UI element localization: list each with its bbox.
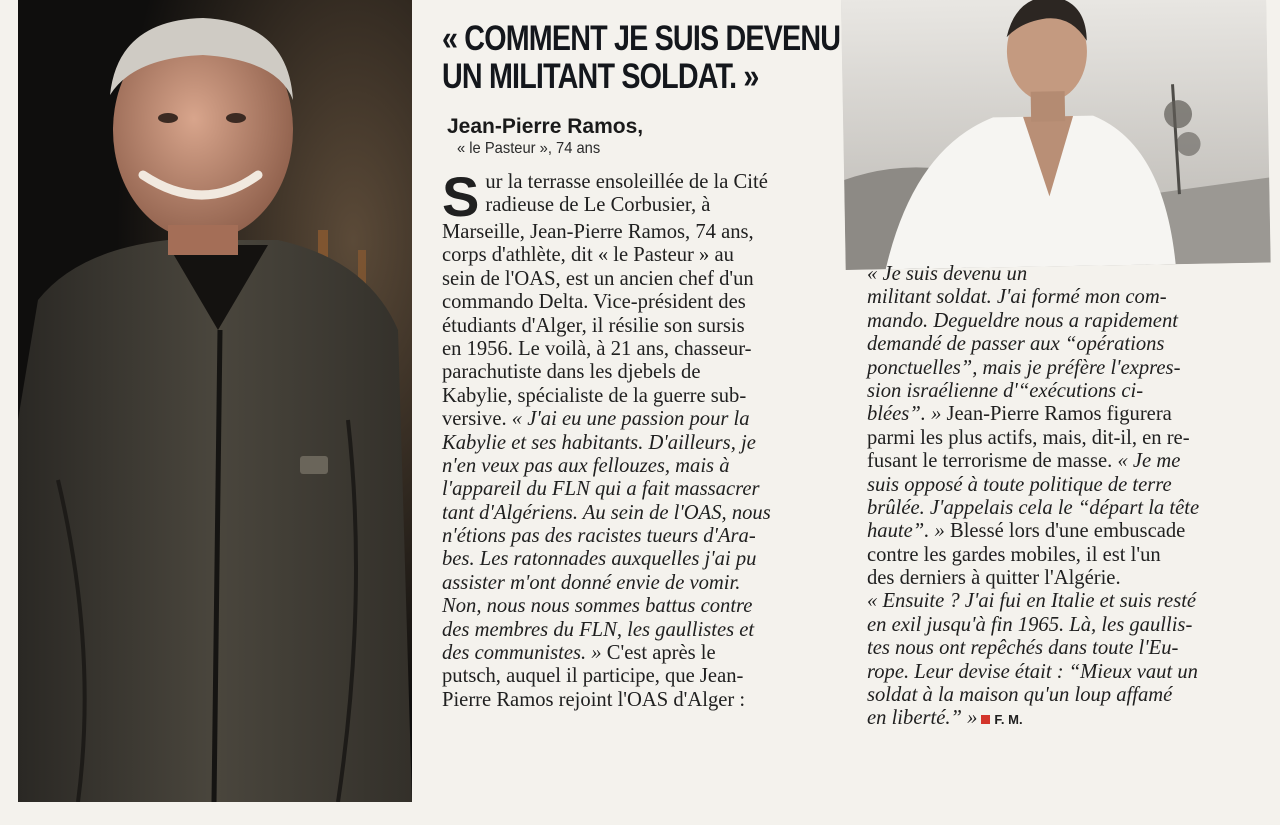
body-line: putsch, auquel il participe, que Jean-: [442, 665, 744, 688]
body-line: [442, 642, 837, 665]
quote-text: militant soldat. J'ai formé mon com-: [867, 286, 1167, 309]
quote-text: bes. Les ratonnades auxquelles j'ai pu: [442, 548, 757, 571]
body-line: étudiants d'Alger, il résilie son sursis: [442, 314, 745, 337]
quote-text: demandé de passer aux “opérations: [867, 333, 1165, 356]
article-column-1: [442, 165, 837, 712]
body-line: commando Delta. Vice-président des: [442, 291, 746, 314]
body-line: ur la terrasse ensoleillée de la Cité: [485, 171, 768, 193]
portrait-photo-older: [18, 0, 412, 802]
quote-text: n'en veux pas aux fellouzes, mais à: [442, 454, 730, 477]
quote-text: haute”. »: [867, 520, 945, 543]
body-line: [867, 263, 1265, 286]
body-line: [867, 286, 1265, 309]
body-line: [442, 619, 837, 642]
body-line: [442, 525, 837, 548]
author-name: Jean-Pierre Ramos,: [447, 115, 644, 138]
body-line: parmi les plus actifs, mais, dit-il, en re-: [867, 426, 1190, 449]
quote-text: mando. Degueldre nous a rapidement: [867, 309, 1178, 332]
body-line: des derniers à quitter l'Algérie.: [867, 567, 1121, 590]
body-line: contre les gardes mobiles, il est l'un: [867, 543, 1161, 566]
body-line: [867, 333, 1265, 356]
quote-text: Kabylie et ses habitants. D'ailleurs, je: [442, 431, 756, 454]
body-line: [442, 432, 837, 455]
body-line: [867, 707, 1265, 730]
author-subtitle: « le Pasteur », 74 ans: [457, 140, 601, 157]
quote-text: des membres du FLN, les gaullistes et: [442, 618, 755, 641]
young-man-illustration: [841, 0, 1271, 270]
portrait-illustration: [18, 0, 412, 802]
quote-text: brûlée. J'appelais cela le “départ la tête: [867, 496, 1200, 519]
quote-text: tant d'Algériens. Au sein de l'OAS, nous: [442, 501, 771, 524]
article-header: [442, 19, 841, 159]
body-line: [867, 380, 1265, 403]
quote-text: ponctuelles”, mais je préfère l'expres-: [867, 356, 1181, 379]
body-line: [442, 408, 837, 431]
body-line: [867, 684, 1265, 707]
body-line: [867, 450, 1265, 473]
author-signature: F. M.: [994, 712, 1023, 728]
body-line: corps d'athlète, dit « le Pasteur » au: [442, 244, 734, 267]
quote-text: en liberté.” »: [867, 707, 978, 730]
body-line: sein de l'OAS, est un ancien chef d'un: [442, 267, 754, 290]
body-line: radieuse de Le Corbusier, à: [485, 194, 711, 217]
body-line: [867, 310, 1265, 333]
quote-text: Non, nous nous sommes battus contre: [442, 595, 753, 618]
body-line: [867, 403, 1265, 426]
body-line: [442, 572, 837, 595]
quote-text: rope. Leur devise était : “Mieux vaut un: [867, 660, 1198, 683]
quote-text: tes nous ont repêchés dans toute l'Eu-: [867, 637, 1179, 660]
body-line: [867, 614, 1265, 637]
quote-text: n'étions pas des racistes tueurs d'Ara-: [442, 525, 756, 548]
body-text: C'est après le: [601, 642, 716, 665]
body-line: Pierre Ramos rejoint l'OAS d'Alger :: [442, 688, 746, 711]
quote-text: « J'ai eu une passion pour la: [511, 408, 750, 431]
quote-text: blées”. »: [867, 403, 942, 426]
body-line: [867, 520, 1265, 543]
body-line: Kabylie, spécialiste de la guerre sub-: [442, 384, 747, 407]
body-line: [867, 497, 1265, 520]
body-line: parachutiste dans les djebels de: [442, 361, 701, 384]
headline-line-1: « COMMENT JE SUIS DEVENU: [442, 19, 841, 58]
portrait-photo-young: [841, 0, 1271, 270]
quote-text: « Je me: [1112, 450, 1181, 473]
body-line: [867, 474, 1265, 497]
body-text: versive.: [442, 408, 507, 431]
drop-cap: S: [442, 165, 480, 228]
body-line: Marseille, Jean-Pierre Ramos, 74 ans,: [442, 221, 754, 243]
body-line: [442, 455, 837, 478]
body-line: [867, 357, 1265, 380]
body-line: [442, 478, 837, 501]
quote-text: des communistes. »: [442, 642, 602, 665]
quote-text: suis opposé à toute politique de terre: [867, 473, 1172, 496]
body-line: [442, 502, 837, 525]
body-line: [867, 661, 1265, 684]
quote-text: « Ensuite ? J'ai fui en Italie et suis resté: [867, 590, 1197, 613]
body-line: [867, 590, 1265, 613]
body-line: [442, 548, 837, 571]
body-line: [442, 595, 837, 618]
quote-text: « Je suis devenu un: [867, 263, 1028, 285]
body-line: en 1956. Le voilà, à 21 ans, chasseur-: [442, 337, 752, 360]
quote-text: soldat à la maison qu'un loup affamé: [867, 684, 1173, 707]
headline: [442, 19, 841, 96]
end-mark-square: [981, 715, 990, 724]
article-column-2: [867, 263, 1265, 731]
quote-text: sion israélienne d'“exécutions ci-: [867, 379, 1144, 402]
body-line: [867, 637, 1265, 660]
headline-line-2: UN MILITANT SOLDAT. »: [442, 57, 759, 96]
quote-text: l'appareil du FLN qui a fait massacrer: [442, 478, 760, 501]
quote-text: en exil jusqu'à fin 1965. Là, les gaullis-: [867, 613, 1193, 636]
quote-text: assister m'ont donné envie de vomir.: [442, 571, 741, 594]
body-text: Blessé lors d'une embuscade: [944, 520, 1186, 543]
body-text: Jean-Pierre Ramos figurera: [941, 403, 1172, 426]
body-text: fusant le terrorisme de masse.: [867, 450, 1113, 473]
